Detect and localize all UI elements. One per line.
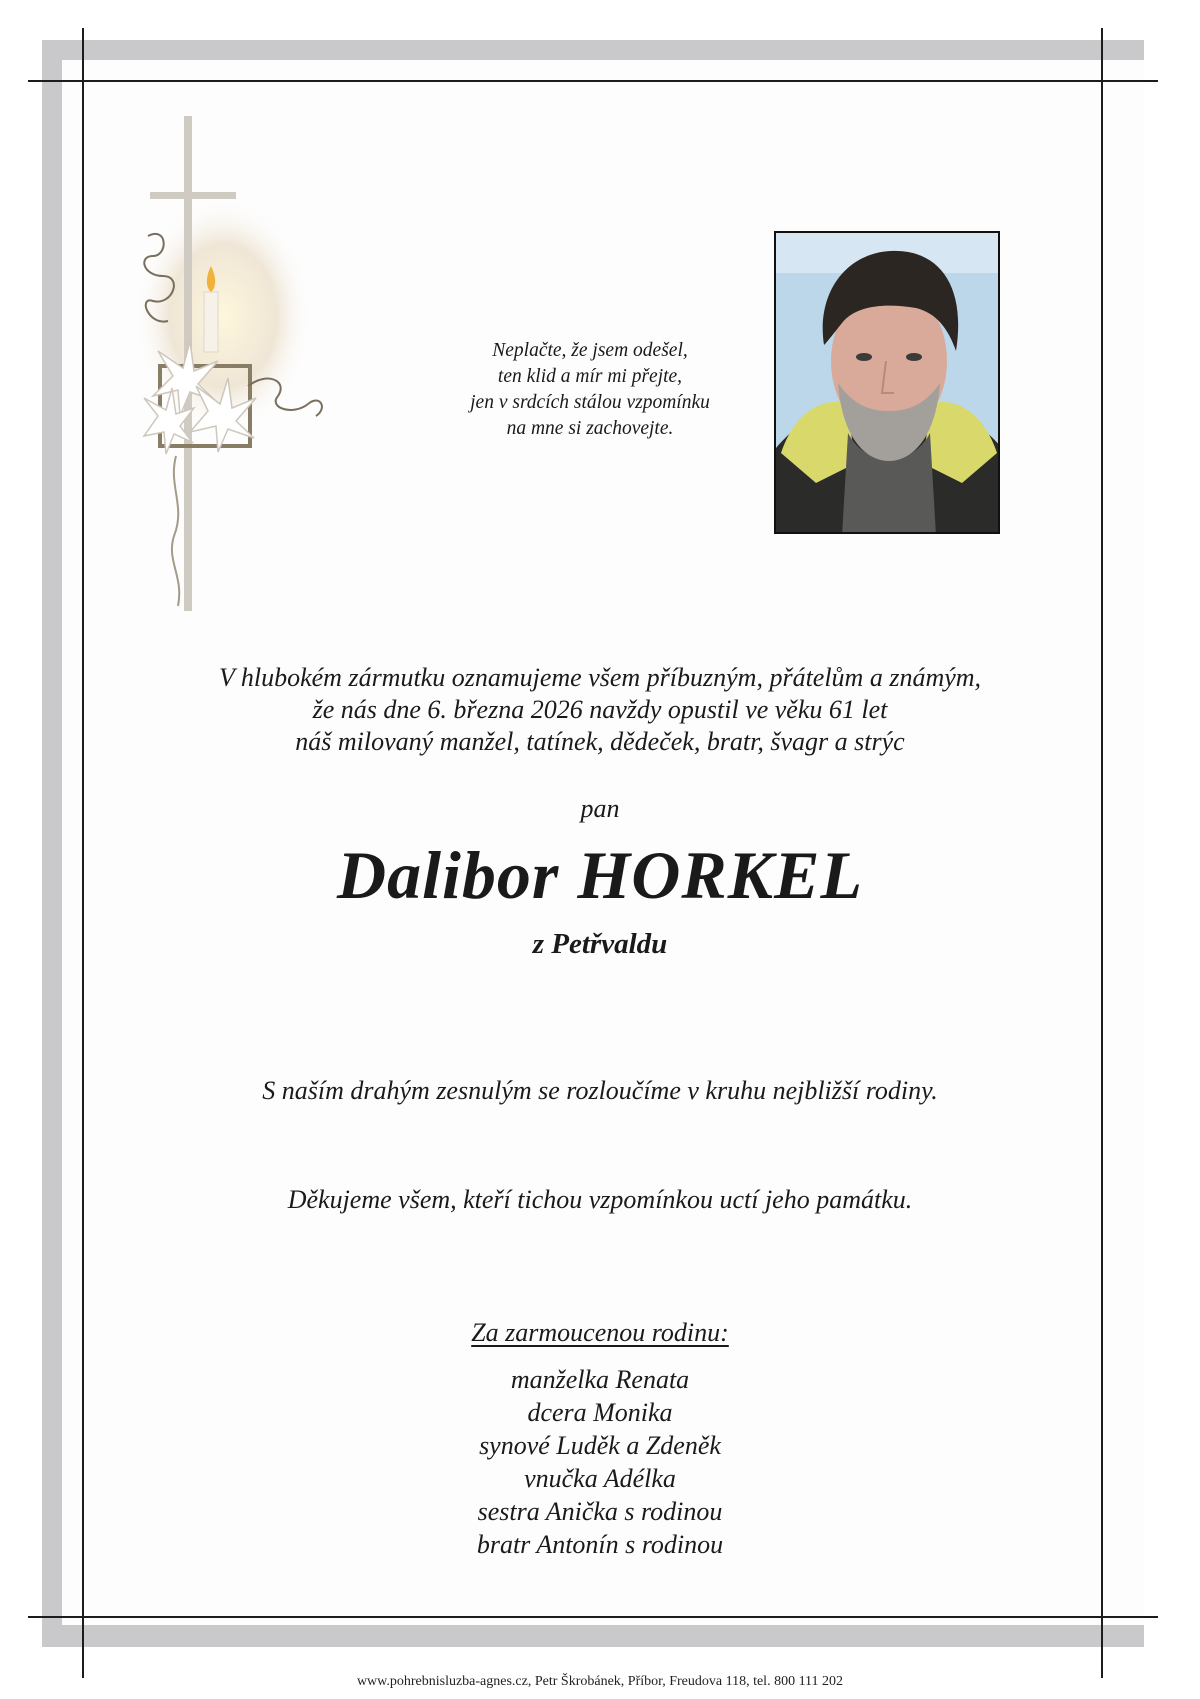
frame-line-left (82, 28, 84, 1678)
frame-line-right (1101, 28, 1103, 1678)
announcement-line: náš milovaný manžel, tatínek, dědeček, bratr, švagr a strýc (295, 727, 905, 756)
family-member: manželka Renata (510, 1365, 690, 1394)
poem (420, 338, 760, 442)
announcement-line: V hlubokém zármutku oznamujeme všem příbuzným, přátelům a známým, (218, 663, 982, 692)
family-member: bratr Antonín s rodinou (476, 1530, 724, 1559)
poem-line: na mne si zachovejte. (506, 418, 674, 439)
cross-horizontal (150, 192, 236, 199)
portrait-photo (774, 231, 1000, 534)
family-member: sestra Anička s rodinou (477, 1497, 723, 1526)
frame-bottom-band (42, 1625, 1144, 1647)
title-prefix: pan (580, 794, 620, 823)
frame-line-top (28, 80, 1158, 82)
portrait-illustration (776, 233, 1000, 534)
frame-left-band (42, 40, 62, 1647)
announcement-line: že nás dne 6. března 2026 navždy opustil ve věku 61 let (312, 695, 888, 724)
deceased-name: Dalibor HORKEL (337, 837, 863, 913)
footer-contact: www.pohrebnisluzba-agnes.cz, Petr Škrobánek, Příbor, Freudova 118, tel. 800 111 202 (356, 1674, 844, 1689)
poem-line: Neplačte, že jsem odešel, (492, 340, 688, 361)
thanks-text: Děkujeme všem, kteří tichou vzpomínkou uctí jeho památku. (287, 1185, 913, 1214)
cross-candle-lily-decoration (128, 116, 358, 616)
family-member: synové Luděk a Zdeněk (479, 1431, 721, 1460)
family-list (100, 1363, 1100, 1561)
poem-line: jen v srdcích stálou vzpomínku (470, 392, 710, 413)
family-heading: Za zarmoucenou rodinu: (471, 1318, 729, 1347)
announcement (100, 662, 1100, 758)
poem-line: ten klid a mír mi přejte, (497, 366, 683, 387)
frame-line-bottom (28, 1616, 1158, 1618)
candle (204, 292, 218, 352)
family-member: vnučka Adélka (524, 1464, 676, 1493)
origin: z Petřvaldu (532, 928, 668, 960)
vine (172, 456, 179, 606)
frame-top-band (42, 40, 1144, 60)
family-member: dcera Monika (527, 1398, 673, 1427)
farewell-text: S naším drahým zesnulým se rozloučíme v kruhu nejbližší rodiny. (262, 1076, 938, 1105)
